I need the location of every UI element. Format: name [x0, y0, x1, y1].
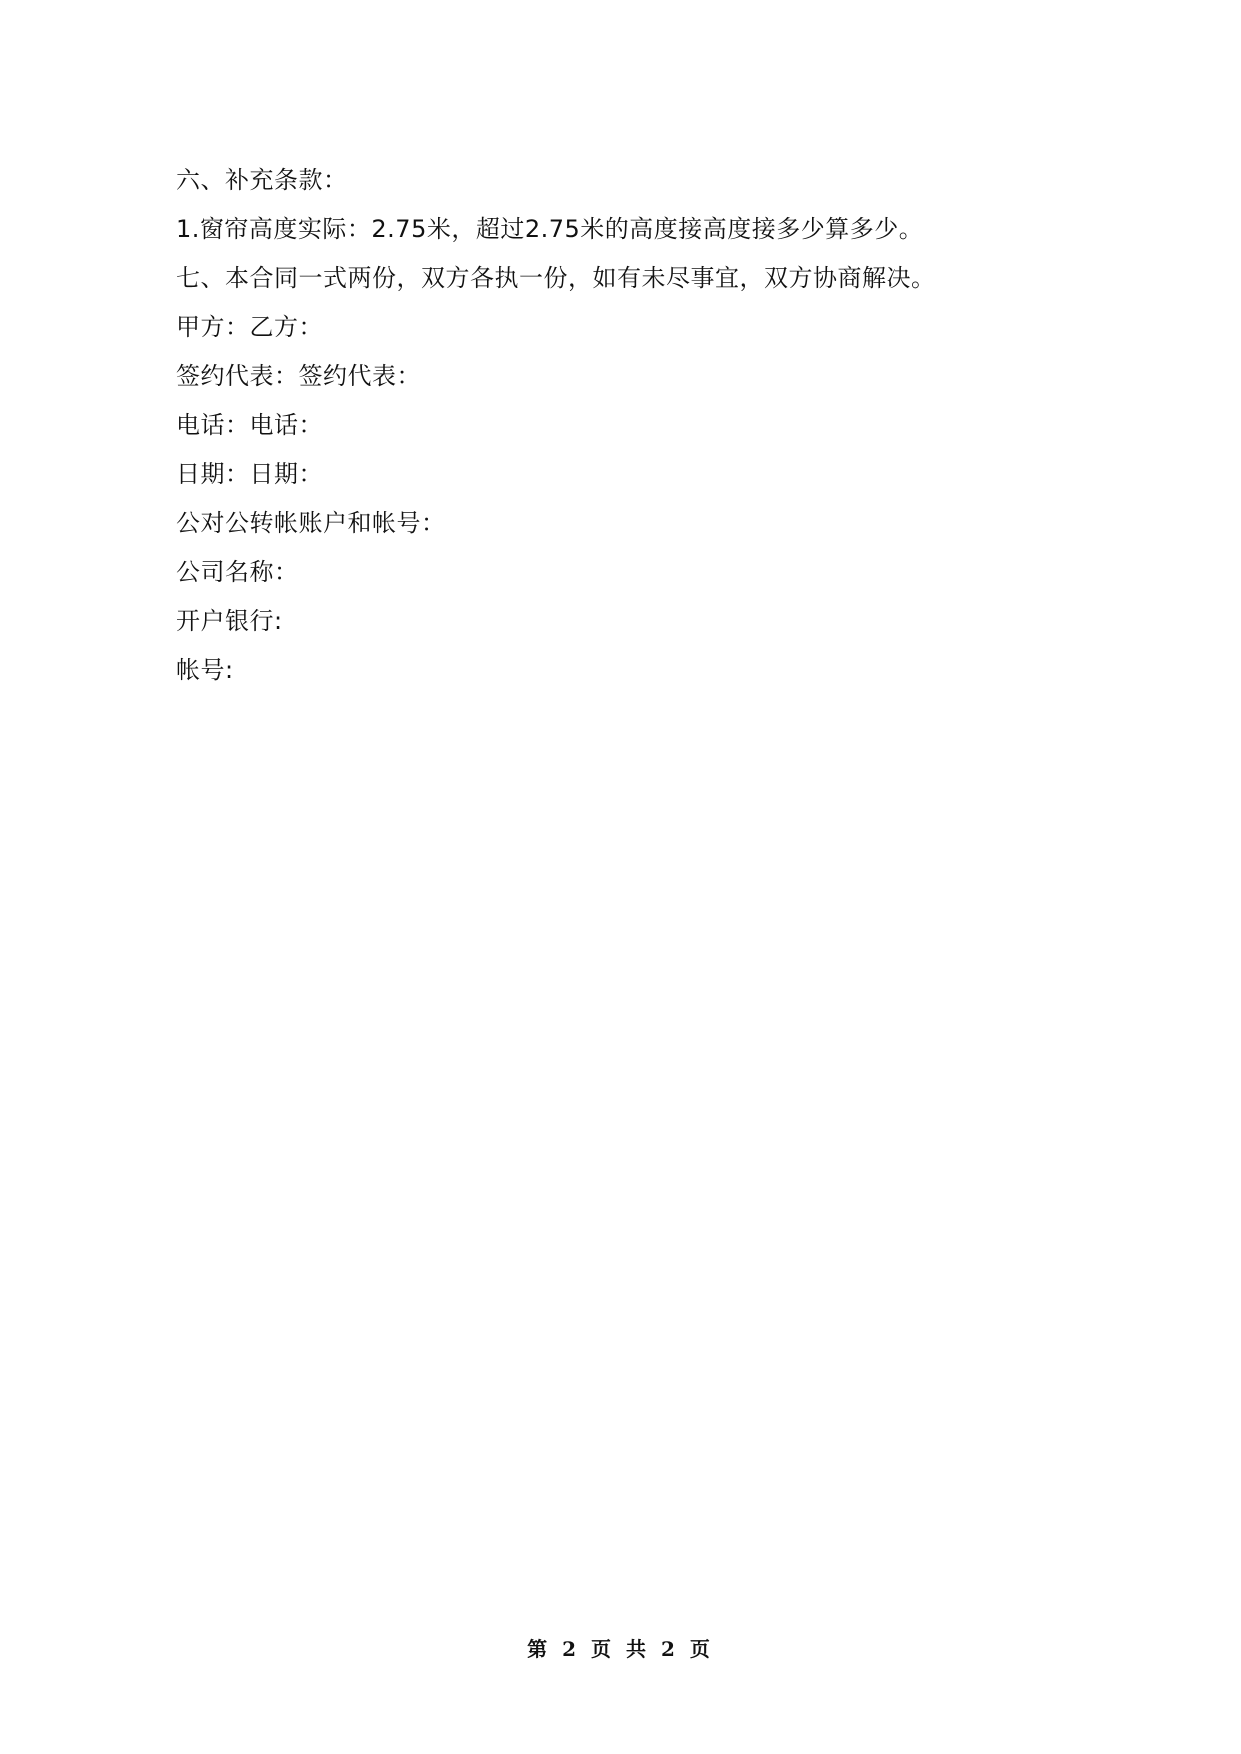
opening-bank-line: 开户银行:	[176, 607, 283, 635]
party-a-party-b-line: 甲方：乙方：	[176, 313, 323, 341]
account-number-line: 帐号:	[176, 656, 234, 684]
company-name-line: 公司名称：	[176, 558, 299, 586]
page-number-footer: 第 2 页 共 2 页	[527, 1637, 714, 1661]
date-line: 日期：日期：	[176, 460, 323, 488]
copies-clause: 七、本合同一式两份，双方各执一份，如有未尽事宜，双方协商解决。	[176, 264, 936, 292]
curtain-height-clause: 1.窗帘高度实际：2.75米，超过2.75米的高度接高度接多少算多少。	[176, 215, 924, 243]
section-supplementary-terms-heading: 六、补充条款：	[176, 166, 348, 194]
signing-representative-line: 签约代表：签约代表：	[176, 362, 421, 390]
bank-transfer-account-heading: 公对公转帐账户和帐号：	[176, 509, 446, 537]
contract-body	[176, 156, 1136, 695]
phone-line: 电话：电话：	[176, 411, 323, 439]
